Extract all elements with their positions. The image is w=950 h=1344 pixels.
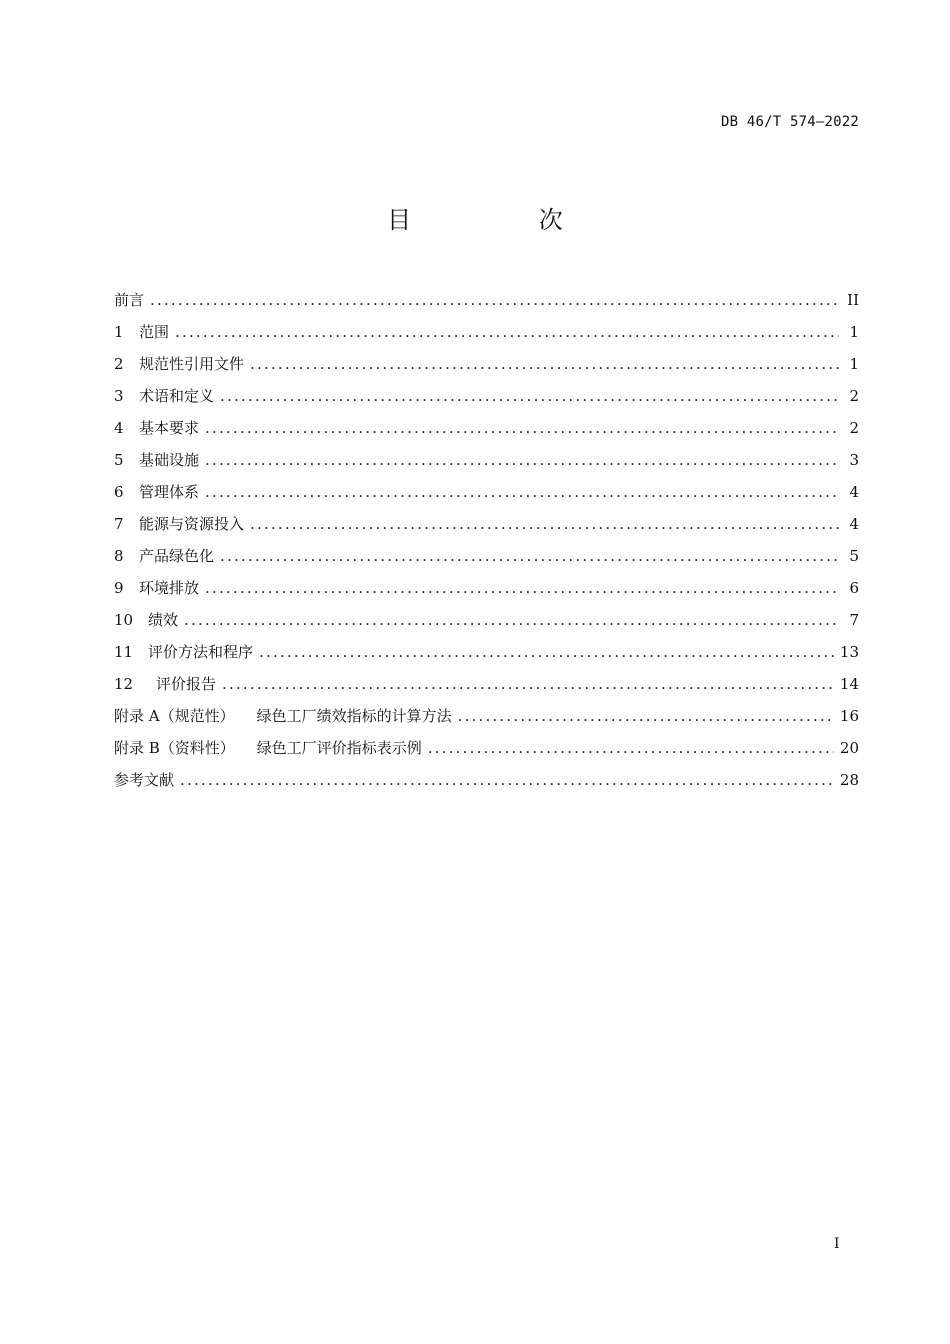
toc-entry-text: 评价方法和程序 (148, 643, 254, 661)
toc-entry-2[interactable] (114, 348, 859, 380)
toc-entry-6[interactable] (114, 476, 859, 508)
toc-entry-number: 8 (114, 547, 124, 565)
toc-entry-page: 1 (849, 355, 859, 373)
toc-leader-dots (180, 764, 834, 796)
toc-appendix-label: 附录 B（资料性） (114, 739, 235, 757)
toc-entry-references[interactable] (114, 764, 859, 796)
toc-entry-number: 11 (114, 643, 134, 661)
toc-entry-text: 产品绿色化 (139, 547, 215, 565)
page-number: I (834, 1236, 840, 1252)
toc-leader-dots (250, 508, 839, 540)
toc-entry-4[interactable] (114, 412, 859, 444)
toc-appendix-label: 附录 A（规范性） (114, 707, 235, 725)
toc-entry-page: 2 (849, 387, 859, 405)
toc-entry-10[interactable] (114, 604, 859, 636)
toc-entry-text: 基础设施 (139, 451, 200, 469)
toc-leader-dots (222, 668, 834, 700)
toc-entry-text: 术语和定义 (139, 387, 215, 405)
toc-entry-page: 5 (849, 547, 859, 565)
table-of-contents (114, 284, 859, 796)
toc-entry-page: 2 (849, 419, 859, 437)
toc-entry-text: 管理体系 (139, 483, 200, 501)
toc-entry-page: 13 (839, 643, 859, 661)
toc-entry-text: 范围 (139, 323, 170, 341)
toc-entry-text: 绩效 (148, 611, 179, 629)
toc-entry-appendix-b[interactable] (114, 732, 859, 764)
toc-entry-number: 1 (114, 323, 124, 341)
toc-entry-page: 4 (849, 515, 859, 533)
toc-entry-page: 6 (849, 579, 859, 597)
toc-leader-dots (428, 732, 834, 764)
toc-leader-dots (205, 476, 839, 508)
toc-entry-number: 3 (114, 387, 124, 405)
toc-entry-number: 12 (114, 675, 134, 693)
toc-entry-number: 7 (114, 515, 124, 533)
toc-entry-text: 绿色工厂评价指标表示例 (256, 739, 422, 757)
toc-entry-appendix-a[interactable] (114, 700, 859, 732)
toc-leader-dots (205, 572, 839, 604)
toc-entry-page: 4 (849, 483, 859, 501)
toc-entry-text: 环境排放 (139, 579, 200, 597)
toc-entry-text: 基本要求 (139, 419, 200, 437)
toc-leader-dots (250, 348, 839, 380)
toc-entry-text: 评价报告 (156, 675, 217, 693)
toc-title: 目 次 (387, 206, 623, 234)
toc-entry-7[interactable] (114, 508, 859, 540)
toc-entry-page: II (847, 291, 859, 309)
toc-leader-dots (150, 284, 839, 316)
toc-leader-dots (205, 444, 839, 476)
toc-leader-dots (220, 540, 839, 572)
toc-entry-page: 1 (849, 323, 859, 341)
toc-entry-8[interactable] (114, 540, 859, 572)
toc-entry-text: 规范性引用文件 (139, 355, 245, 373)
toc-entry-foreword[interactable] (114, 284, 859, 316)
toc-entry-5[interactable] (114, 444, 859, 476)
toc-entry-11[interactable] (114, 636, 859, 668)
document-code: DB 46/T 574—2022 (720, 114, 859, 130)
toc-entry-number: 5 (114, 451, 124, 469)
toc-leader-dots (458, 700, 834, 732)
toc-entry-page: 14 (839, 675, 859, 693)
toc-entry-page: 16 (839, 707, 859, 725)
toc-leader-dots (259, 636, 834, 668)
toc-entry-text: 能源与资源投入 (139, 515, 245, 533)
toc-entry-number: 6 (114, 483, 124, 501)
toc-entry-page: 3 (849, 451, 859, 469)
toc-entry-number: 9 (114, 579, 124, 597)
toc-leader-dots (184, 604, 839, 636)
toc-entry-1[interactable] (114, 316, 859, 348)
toc-entry-number: 4 (114, 419, 124, 437)
toc-entry-text: 绿色工厂绩效指标的计算方法 (256, 707, 452, 725)
toc-entry-page: 20 (839, 739, 859, 757)
toc-entry-9[interactable] (114, 572, 859, 604)
toc-entry-12[interactable] (114, 668, 859, 700)
toc-leader-dots (220, 380, 839, 412)
toc-entry-page: 28 (839, 771, 859, 789)
toc-entry-page: 7 (849, 611, 859, 629)
toc-leader-dots (175, 316, 839, 348)
toc-entry-text: 参考文献 (114, 771, 175, 789)
toc-entry-3[interactable] (114, 380, 859, 412)
toc-entry-text: 前言 (114, 291, 145, 309)
toc-leader-dots (205, 412, 839, 444)
toc-entry-number: 2 (114, 355, 124, 373)
toc-entry-number: 10 (114, 611, 134, 629)
